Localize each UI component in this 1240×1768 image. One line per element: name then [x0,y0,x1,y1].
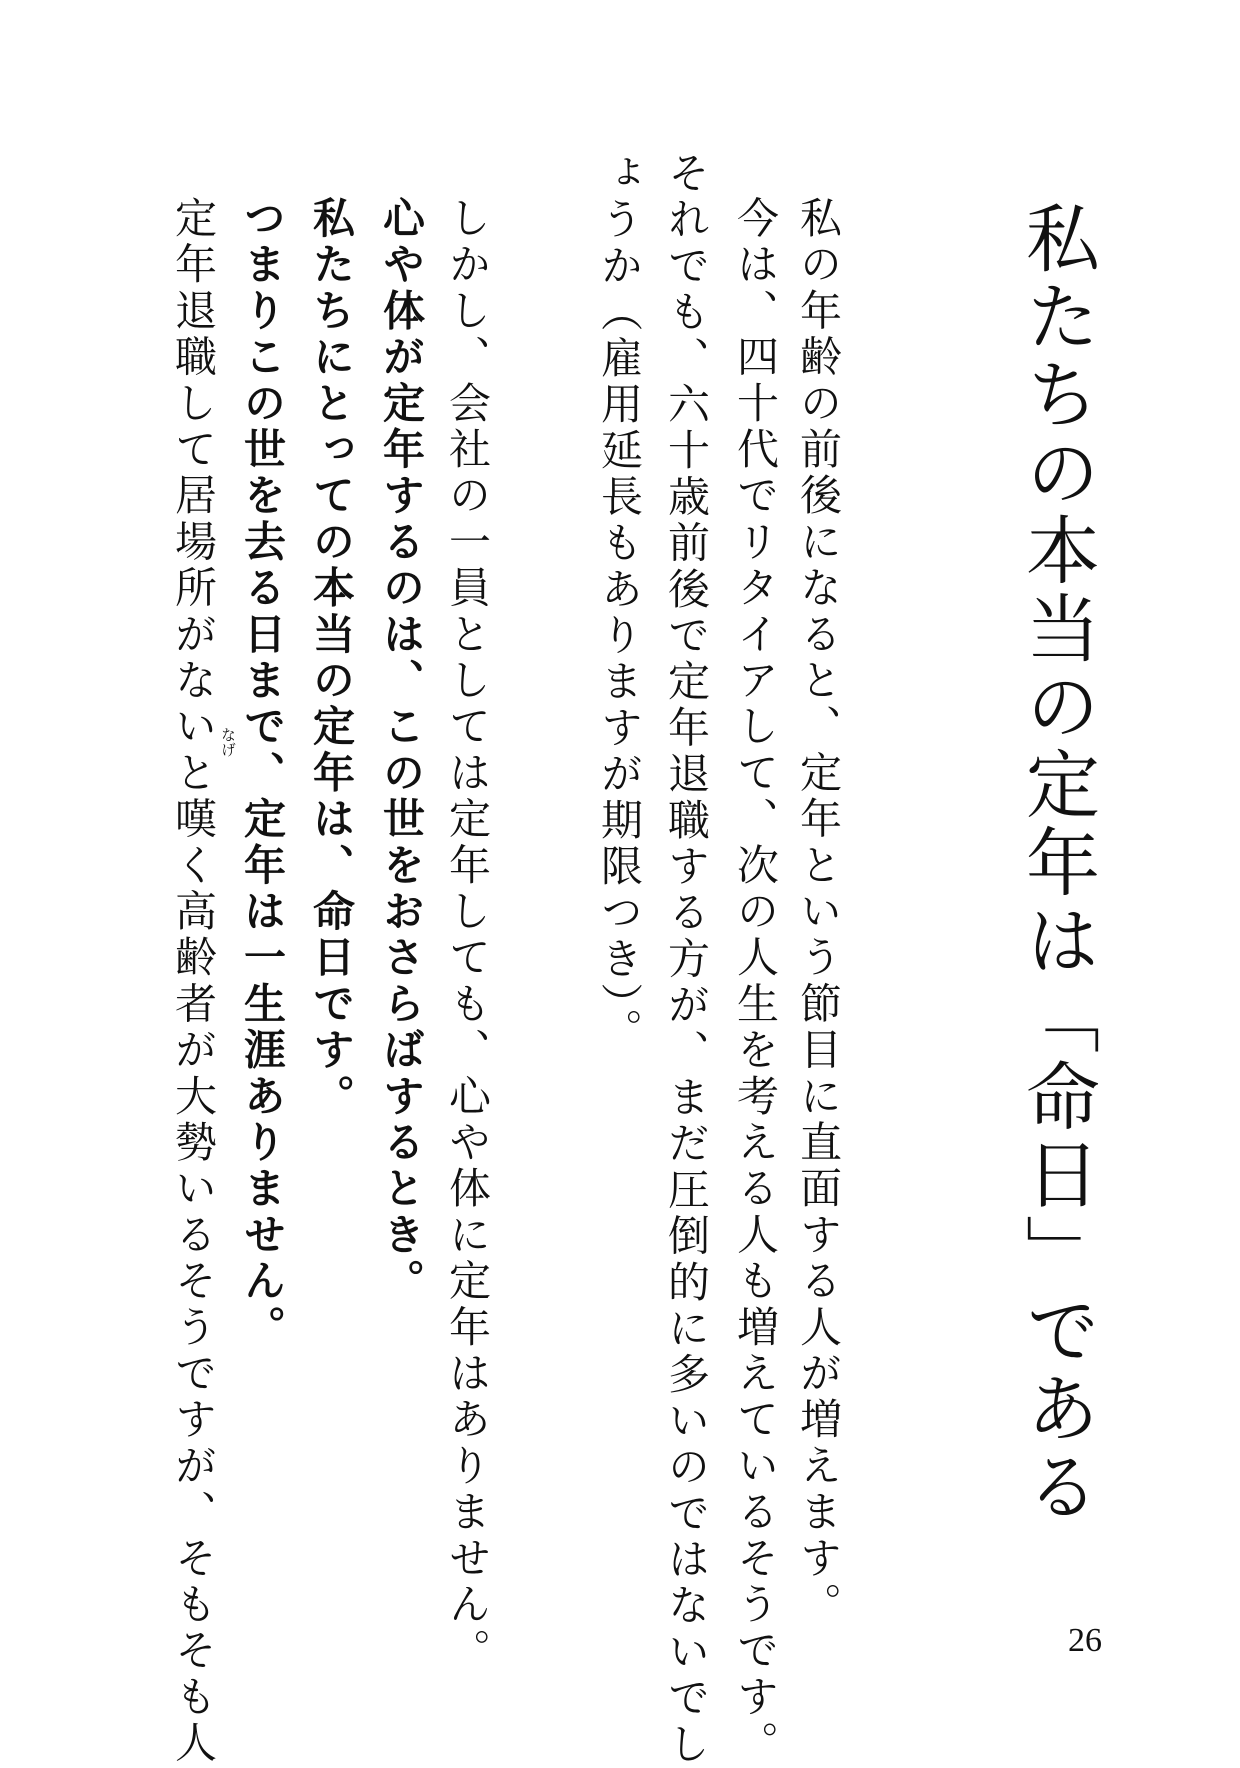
text-line-4: ょうか（雇用延長もありますが期限つき）。 [595,151,644,1054]
text-line-8: つまりこの世を去る日まで、定年は一生涯ありません。 [238,196,287,1351]
chapter-title: 私たちの本当の定年は「命日」である [1014,200,1100,1526]
ruby-reading: なげ [219,727,237,757]
text-line-9: 定年退職して居場所がないと嘆く高齢者が大勢いるそうですが、そもそも人 [169,196,218,1767]
text-line-1: 私の年齢の前後になると、定年という節目に直面する人が増えます。 [794,196,843,1629]
text-line-2: 今は、四十代でリタイアして、次の人生を考える人も増えているそうです。 [731,196,780,1767]
text-line-7: 私たちにとっての本当の定年は、命日です。 [307,196,356,1120]
text-line-6: 心や体が定年するのは、この世をおさらばするとき。 [377,196,426,1305]
text-line-3: それでも、六十歳前後で定年退職する方が、まだ圧倒的に多いのではないでし [662,151,711,1768]
page-number: 26 [1068,1622,1102,1659]
text-line-5: しかし、会社の一員としては定年しても、心や体に定年はありません。 [443,196,492,1675]
